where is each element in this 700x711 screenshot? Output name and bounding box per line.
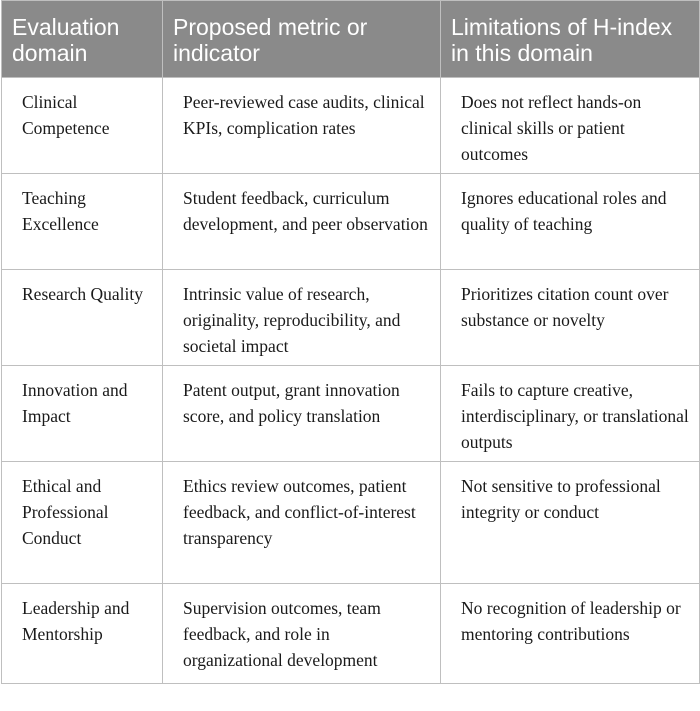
cell-limitation: Prioritizes citation count over substance or novelty (441, 270, 700, 366)
cell-domain: Research Quality (2, 270, 163, 366)
cell-metric: Student feedback, curriculum development, and peer observation (163, 174, 441, 270)
cell-metric: Supervision outcomes, team feedback, and role in organizational development (163, 584, 441, 684)
cell-limitation: Ignores educational roles and quality of teaching (441, 174, 700, 270)
cell-limitation: Does not reflect hands-on clinical skills or patient outcomes (441, 78, 700, 174)
evaluation-table (1, 0, 700, 684)
cell-metric: Intrinsic value of research, originality, reproducibility, and societal impact (163, 270, 441, 366)
cell-domain: Teaching Excellence (2, 174, 163, 270)
table-row (2, 78, 700, 174)
header-row (2, 1, 700, 78)
table-row (2, 584, 700, 684)
cell-domain: Ethical and Professional Conduct (2, 462, 163, 584)
cell-limitation: No recognition of leadership or mentoring contributions (441, 584, 700, 684)
cell-limitation: Fails to capture creative, interdisciplinary, or translational outputs (441, 366, 700, 462)
table-row (2, 174, 700, 270)
table-header (2, 1, 700, 78)
cell-domain: Innovation and Impact (2, 366, 163, 462)
table-body (2, 78, 700, 684)
cell-domain: Leadership and Mentorship (2, 584, 163, 684)
cell-metric: Ethics review outcomes, patient feedback, and conflict-of-interest transparency (163, 462, 441, 584)
cell-limitation: Not sensitive to professional integrity or conduct (441, 462, 700, 584)
header-h-index-limitations: Limitations of H-index in this domain (441, 1, 700, 78)
header-evaluation-domain: Evaluation domain (2, 1, 163, 78)
cell-domain: Clinical Competence (2, 78, 163, 174)
cell-metric: Peer-reviewed case audits, clinical KPIs, complication rates (163, 78, 441, 174)
table-row (2, 366, 700, 462)
cell-metric: Patent output, grant innovation score, and policy translation (163, 366, 441, 462)
header-proposed-metric: Proposed metric or indicator (163, 1, 441, 78)
table-row (2, 270, 700, 366)
table-row (2, 462, 700, 584)
